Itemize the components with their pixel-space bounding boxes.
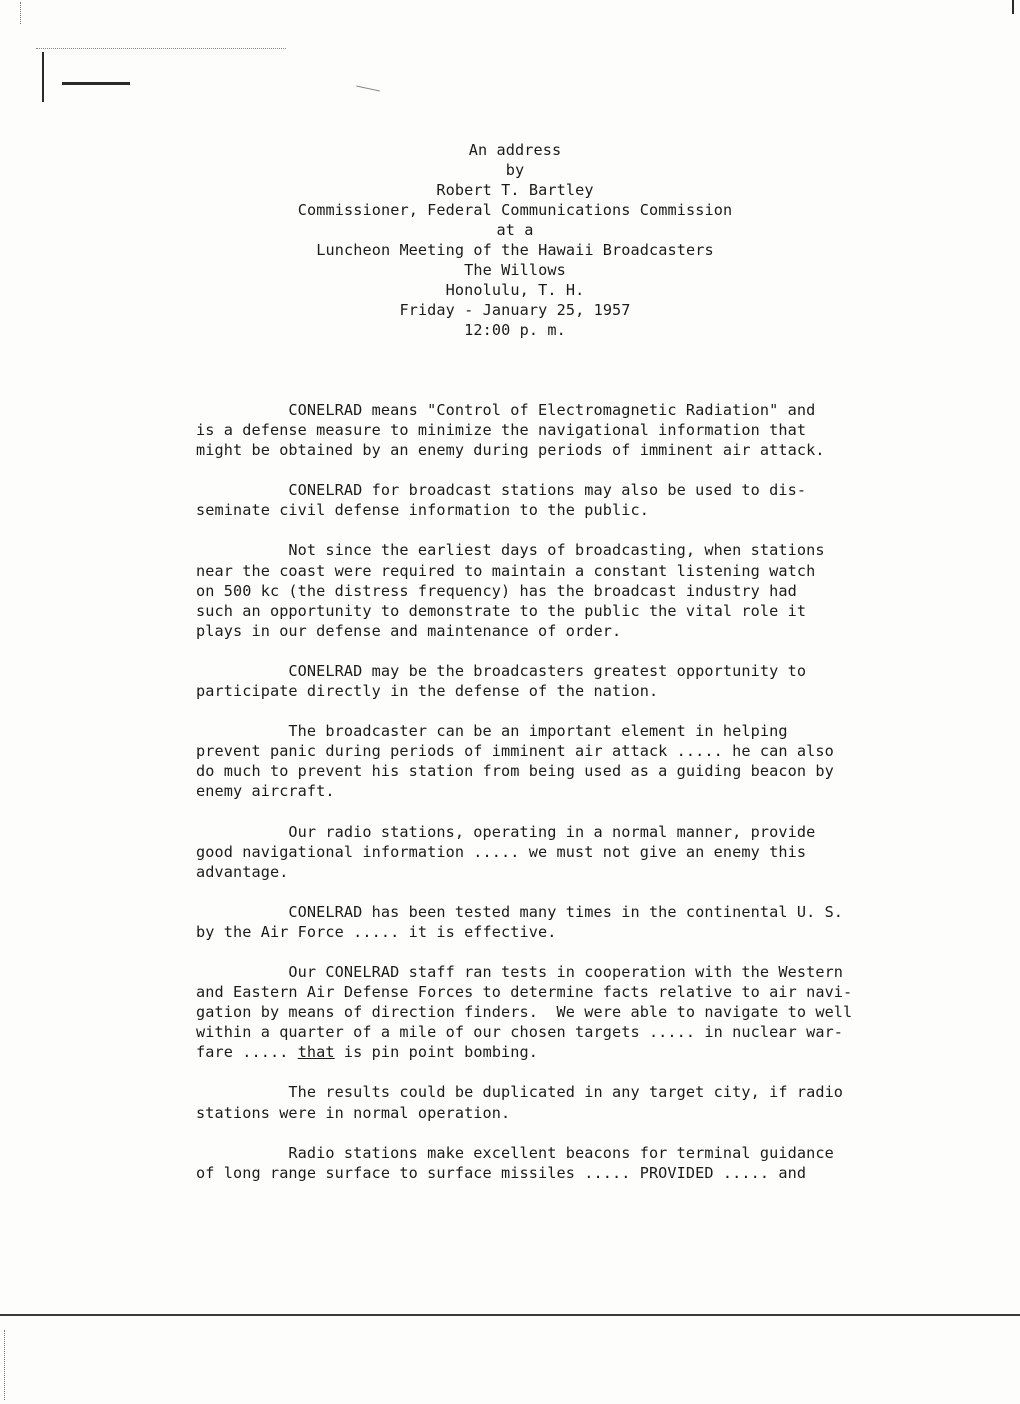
paragraph	[196, 822, 916, 882]
header-line: by	[505, 161, 525, 179]
text-line: is a defense measure to minimize the navigational information that	[196, 421, 807, 440]
header-line: at a	[496, 221, 534, 239]
text-line: CONELRAD has been tested many times in the continental U. S.	[196, 902, 844, 921]
header-line: Luncheon Meeting of the Hawaii Broadcasters	[316, 241, 714, 259]
address-header	[200, 140, 830, 340]
text-line: of long range surface to surface missiles ..... PROVIDED ..... and	[196, 1163, 807, 1182]
address-body	[196, 400, 916, 1203]
paragraph	[196, 480, 916, 520]
text-line: plays in our defense and maintenance of order.	[196, 621, 622, 640]
text-line: seminate civil defense information to the public.	[196, 501, 649, 520]
text-segment: fare .....	[196, 1043, 298, 1062]
header-line: Robert T. Bartley	[436, 181, 594, 199]
text-line: and Eastern Air Defense Forces to determine facts relative to air navi-	[196, 983, 853, 1002]
scan-dots-top	[36, 48, 286, 49]
text-line: Not since the earliest days of broadcasting, when stations	[196, 541, 825, 560]
text-line-with-underline	[196, 1042, 916, 1062]
text-line: The broadcaster can be an important element in helping	[196, 722, 788, 741]
scan-dots-tick	[356, 86, 380, 92]
paragraph	[196, 1082, 916, 1122]
scan-mark-horizontal	[62, 82, 130, 85]
text-line: prevent panic during periods of imminent air attack ..... he can also	[196, 742, 834, 761]
paragraph	[196, 1143, 916, 1183]
paragraph	[196, 962, 916, 1062]
text-line: gation by means of direction finders. We were able to navigate to well	[196, 1003, 853, 1022]
text-segment: is pin point bombing.	[334, 1043, 539, 1062]
underlined-word: that	[297, 1043, 335, 1062]
scan-mark-right-edge	[1012, 0, 1014, 14]
text-line: Our radio stations, operating in a normal manner, provide	[196, 822, 816, 841]
text-line: near the coast were required to maintain a constant listening watch	[196, 561, 816, 580]
header-line: An address	[468, 141, 562, 159]
text-line: on 500 kc (the distress frequency) has the broadcast industry had	[196, 581, 797, 600]
text-line: within a quarter of a mile of our chosen targets ..... in nuclear war-	[196, 1023, 844, 1042]
text-line: do much to prevent his station from being used as a guiding beacon by	[196, 762, 834, 781]
paragraph	[196, 540, 916, 640]
text-line: The results could be duplicated in any target city, if radio	[196, 1083, 844, 1102]
text-line: advantage.	[196, 862, 289, 881]
text-line: might be obtained by an enemy during periods of imminent air attack.	[196, 441, 825, 460]
text-line: good navigational information ..... we must not give an enemy this	[196, 842, 807, 861]
text-line: CONELRAD means "Control of Electromagnetic Radiation" and	[196, 401, 816, 419]
text-line: enemy aircraft.	[196, 782, 335, 801]
text-line: by the Air Force ..... it is effective.	[196, 922, 557, 941]
text-line: stations were in normal operation.	[196, 1103, 511, 1122]
header-line: The Willows	[464, 261, 566, 279]
text-line: CONELRAD may be the broadcasters greatest opportunity to	[196, 661, 807, 680]
text-line: such an opportunity to demonstrate to the public the vital role it	[196, 601, 807, 620]
text-line: participate directly in the defense of the nation.	[196, 682, 659, 701]
header-line: Friday - January 25, 1957	[399, 301, 631, 319]
scan-mark-bottom-rule	[0, 1314, 1020, 1316]
paragraph	[196, 661, 916, 701]
header-line: Honolulu, T. H.	[445, 281, 585, 299]
text-line: Our CONELRAD staff ran tests in cooperation with the Western	[196, 962, 844, 981]
paragraph	[196, 721, 916, 801]
paragraph	[196, 400, 916, 460]
scan-mark-vertical	[42, 52, 44, 102]
scan-dots-left-bottom	[4, 1330, 5, 1400]
header-line: Commissioner, Federal Communications Commission	[297, 201, 733, 219]
text-line: CONELRAD for broadcast stations may also be used to dis-	[196, 481, 807, 500]
scan-dots-left-top	[20, 2, 21, 24]
header-line: 12:00 p. m.	[464, 321, 566, 339]
paragraph	[196, 902, 916, 942]
text-line: Radio stations make excellent beacons for terminal guidance	[196, 1143, 834, 1162]
